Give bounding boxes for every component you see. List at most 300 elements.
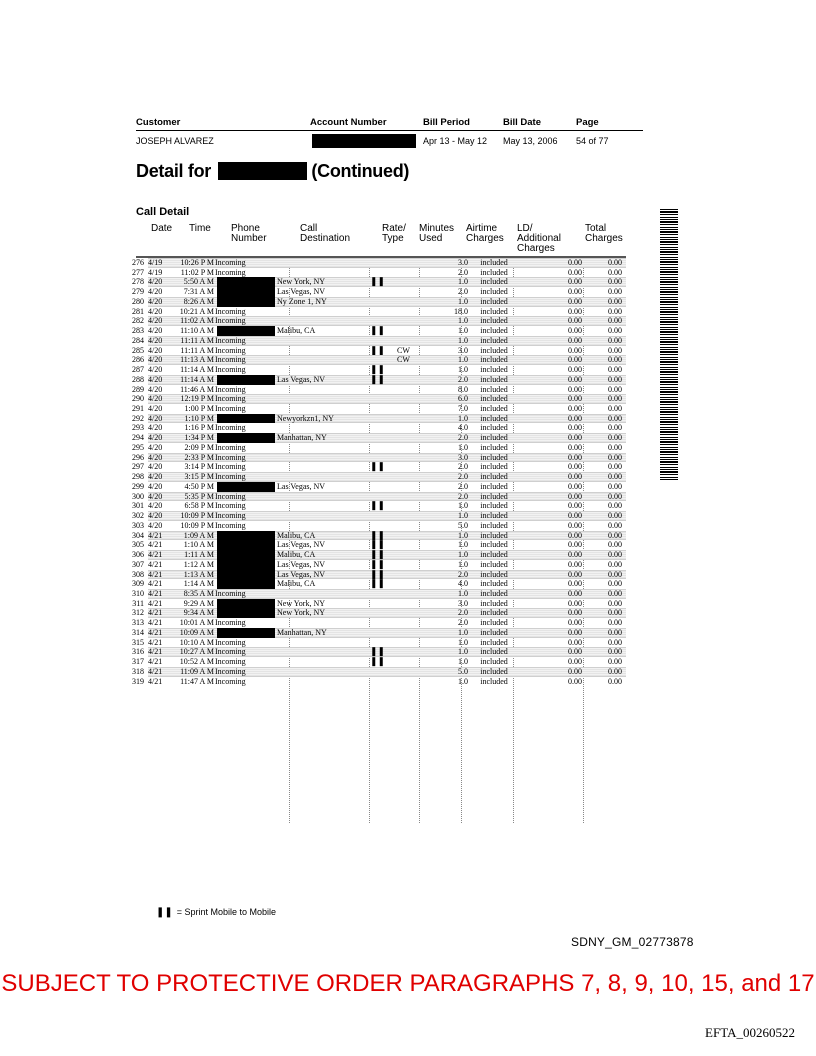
cell-minutes: 2.0 <box>458 374 468 384</box>
cell-date: 4/20 <box>148 384 163 394</box>
phone-number-redaction <box>217 297 275 307</box>
table-row <box>120 579 630 589</box>
cell-incoming: Incoming <box>215 423 246 433</box>
cell-date: 4/20 <box>148 374 163 384</box>
cell-airtime: included <box>480 277 508 287</box>
row-number: 306 <box>132 550 144 560</box>
row-number: 276 <box>132 258 144 267</box>
cell-total: 0.00 <box>608 462 622 472</box>
cell-ld-charges: 0.00 <box>568 296 582 306</box>
cell-time: 10:52 A M <box>179 657 214 667</box>
cell-ld-charges: 0.00 <box>568 394 582 404</box>
cell-destination: Las Vegas, NV <box>277 287 326 297</box>
cell-airtime: included <box>480 647 508 657</box>
legend-text: = Sprint Mobile to Mobile <box>176 907 277 917</box>
cell-time: 11:09 A M <box>180 666 214 676</box>
row-number: 307 <box>132 559 144 569</box>
cell-time: 11:11 A M <box>180 345 214 355</box>
cell-incoming: Incoming <box>215 637 246 647</box>
cell-incoming: Incoming <box>215 520 246 530</box>
cell-time: 8:26 A M <box>183 296 214 306</box>
cell-ld-charges: 0.00 <box>568 316 582 326</box>
cell-time: 1:11 A M <box>184 550 214 560</box>
sprint-mobile-to-mobile-icon: ❚❚ <box>156 907 173 918</box>
cell-date: 4/21 <box>148 540 163 550</box>
cell-total: 0.00 <box>608 374 622 384</box>
bill-period-value: Apr 13 - May 12 <box>423 136 488 146</box>
cell-total: 0.00 <box>608 423 622 433</box>
cell-minutes: 2.0 <box>458 433 468 443</box>
col-rate-1: Rate/ <box>382 223 406 234</box>
cell-date: 4/20 <box>148 491 163 501</box>
cell-total: 0.00 <box>608 618 622 628</box>
cell-date: 4/20 <box>148 296 163 306</box>
cell-incoming: Incoming <box>215 491 246 501</box>
table-row <box>120 482 630 492</box>
cell-time: 5:35 P M <box>184 491 214 501</box>
row-number: 305 <box>132 540 144 550</box>
cell-minutes: 1.0 <box>458 647 468 657</box>
cell-incoming: Incoming <box>215 355 246 365</box>
cell-ld-charges: 0.00 <box>568 657 582 667</box>
sprint-mobile-to-mobile-icon: ❚❚ <box>370 646 386 657</box>
cell-minutes: 1.0 <box>458 413 468 423</box>
row-number: 293 <box>132 423 144 433</box>
row-number: 283 <box>132 326 144 336</box>
cell-total: 0.00 <box>608 287 622 297</box>
row-number: 297 <box>132 462 144 472</box>
phone-number-redaction <box>217 628 275 638</box>
cell-total: 0.00 <box>608 666 622 676</box>
cell-destination: Malibu, CA <box>277 579 316 589</box>
table-row <box>120 618 630 628</box>
cell-airtime: included <box>480 637 508 647</box>
cell-date: 4/20 <box>148 345 163 355</box>
col-ld-2: Additional <box>517 233 561 244</box>
cell-airtime: included <box>480 258 508 267</box>
cell-date: 4/21 <box>148 569 163 579</box>
cell-date: 4/20 <box>148 326 163 336</box>
col-ld-3: Charges <box>517 243 555 254</box>
phone-number-redaction <box>217 433 275 443</box>
customer-name: JOSEPH ALVAREZ <box>136 136 214 146</box>
cell-date: 4/20 <box>148 306 163 316</box>
table-row <box>120 394 630 404</box>
cell-ld-charges: 0.00 <box>568 462 582 472</box>
bill-date-value: May 13, 2006 <box>503 136 558 146</box>
cell-airtime: included <box>480 326 508 336</box>
cell-ld-charges: 0.00 <box>568 588 582 598</box>
cell-destination: Las Vegas, NV <box>277 481 326 491</box>
cell-incoming: Incoming <box>215 384 246 394</box>
cell-total: 0.00 <box>608 511 622 521</box>
cell-airtime: included <box>480 355 508 365</box>
cell-ld-charges: 0.00 <box>568 511 582 521</box>
cell-total: 0.00 <box>608 501 622 511</box>
cell-date: 4/20 <box>148 404 163 414</box>
cell-date: 4/21 <box>148 666 163 676</box>
cell-date: 4/20 <box>148 462 163 472</box>
cell-airtime: included <box>480 413 508 423</box>
cell-date: 4/20 <box>148 335 163 345</box>
sprint-mobile-to-mobile-icon: ❚❚ <box>370 578 386 589</box>
row-number: 284 <box>132 335 144 345</box>
cell-destination: Malibu, CA <box>277 326 316 336</box>
cell-ld-charges: 0.00 <box>568 666 582 676</box>
page-value: 54 of 77 <box>576 136 609 146</box>
cell-total: 0.00 <box>608 627 622 637</box>
section-title: Call Detail <box>136 206 190 218</box>
cell-minutes: 7.0 <box>458 404 468 414</box>
cell-minutes: 1.0 <box>458 326 468 336</box>
table-row <box>120 375 630 385</box>
cell-minutes: 1.0 <box>458 316 468 326</box>
table-row <box>120 511 630 521</box>
cell-minutes: 2.0 <box>458 481 468 491</box>
row-number: 318 <box>132 666 144 676</box>
row-number: 286 <box>132 355 144 365</box>
cell-ld-charges: 0.00 <box>568 472 582 482</box>
cell-total: 0.00 <box>608 384 622 394</box>
cell-airtime: included <box>480 404 508 414</box>
cell-date: 4/21 <box>148 618 163 628</box>
sprint-mobile-to-mobile-icon: ❚❚ <box>370 373 386 384</box>
table-row <box>120 346 630 356</box>
cell-airtime: included <box>480 530 508 540</box>
row-number: 278 <box>132 277 144 287</box>
sprint-mobile-to-mobile-icon: ❚❚ <box>370 461 386 472</box>
cell-incoming: Incoming <box>215 676 246 686</box>
cell-total: 0.00 <box>608 296 622 306</box>
cell-ld-charges: 0.00 <box>568 627 582 637</box>
cell-total: 0.00 <box>608 569 622 579</box>
cell-ld-charges: 0.00 <box>568 559 582 569</box>
cell-date: 4/20 <box>148 472 163 482</box>
table-row <box>120 277 630 287</box>
cell-minutes: 3.0 <box>458 258 468 267</box>
cell-total: 0.00 <box>608 394 622 404</box>
sprint-mobile-to-mobile-icon: ❚❚ <box>370 656 386 667</box>
cell-ld-charges: 0.00 <box>568 598 582 608</box>
cell-total: 0.00 <box>608 442 622 452</box>
row-number: 279 <box>132 287 144 297</box>
cell-destination: New York, NY <box>277 277 326 287</box>
cell-airtime: included <box>480 501 508 511</box>
row-number: 314 <box>132 627 144 637</box>
cell-ld-charges: 0.00 <box>568 365 582 375</box>
col-air-1: Airtime <box>466 223 498 234</box>
cell-ld-charges: 0.00 <box>568 433 582 443</box>
cell-total: 0.00 <box>608 559 622 569</box>
cell-airtime: included <box>480 540 508 550</box>
page-label: Page <box>576 117 599 128</box>
bill-date-label: Bill Date <box>503 117 542 128</box>
row-number: 288 <box>132 374 144 384</box>
row-number: 317 <box>132 657 144 667</box>
cell-time: 11:46 A M <box>180 384 214 394</box>
cell-total: 0.00 <box>608 540 622 550</box>
row-number: 290 <box>132 394 144 404</box>
cell-incoming: Incoming <box>215 618 246 628</box>
cell-ld-charges: 0.00 <box>568 258 582 267</box>
cell-date: 4/20 <box>148 365 163 375</box>
cell-airtime: included <box>480 462 508 472</box>
cell-time: 9:34 A M <box>183 608 214 618</box>
cell-minutes: 5.0 <box>458 520 468 530</box>
table-row <box>120 677 630 687</box>
col-total-1: Total <box>585 223 607 234</box>
cell-airtime: included <box>480 627 508 637</box>
row-number: 312 <box>132 608 144 618</box>
cell-airtime: included <box>480 608 508 618</box>
cell-time: 1:10 A M <box>183 540 214 550</box>
cell-total: 0.00 <box>608 277 622 287</box>
cell-destination: Las Vegas, NV <box>277 540 326 550</box>
cell-date: 4/21 <box>148 588 163 598</box>
account-number-redaction <box>312 134 416 148</box>
col-phone-1: Phone <box>231 223 260 234</box>
cell-total: 0.00 <box>608 530 622 540</box>
cell-airtime: included <box>480 442 508 452</box>
cell-incoming: Incoming <box>215 335 246 345</box>
cell-incoming: Incoming <box>215 666 246 676</box>
table-row <box>120 667 630 677</box>
cell-incoming: Incoming <box>215 511 246 521</box>
cell-minutes: 2.0 <box>458 472 468 482</box>
cell-airtime: included <box>480 267 508 277</box>
cell-airtime: included <box>480 618 508 628</box>
phone-number-redaction <box>217 560 275 570</box>
cell-incoming: Incoming <box>215 365 246 375</box>
cell-destination: Las Vegas, NV <box>277 569 326 579</box>
cell-date: 4/21 <box>148 676 163 686</box>
cell-ld-charges: 0.00 <box>568 306 582 316</box>
table-row <box>120 657 630 667</box>
sprint-mobile-to-mobile-icon: ❚❚ <box>370 549 386 560</box>
cell-total: 0.00 <box>608 637 622 647</box>
cell-time: 10:10 A M <box>179 637 214 647</box>
cell-date: 4/21 <box>148 627 163 637</box>
cell-date: 4/21 <box>148 530 163 540</box>
cell-ld-charges: 0.00 <box>568 481 582 491</box>
cell-date: 4/20 <box>148 355 163 365</box>
cell-minutes: 3.0 <box>458 598 468 608</box>
cell-minutes: 1.0 <box>458 657 468 667</box>
cell-time: 1:00 P M <box>184 404 214 414</box>
table-row <box>120 628 630 638</box>
cell-airtime: included <box>480 394 508 404</box>
customer-label: Customer <box>136 117 181 128</box>
cell-incoming: Incoming <box>215 306 246 316</box>
cell-minutes: 1.0 <box>458 588 468 598</box>
cell-total: 0.00 <box>608 345 622 355</box>
table-row <box>120 326 630 336</box>
cell-time: 11:11 A M <box>180 335 214 345</box>
cell-minutes: 2.0 <box>458 618 468 628</box>
cell-minutes: 6.0 <box>458 394 468 404</box>
cell-destination: Las Vegas, NV <box>277 374 326 384</box>
cell-total: 0.00 <box>608 316 622 326</box>
cell-date: 4/20 <box>148 511 163 521</box>
col-total-2: Charges <box>585 233 623 244</box>
cell-minutes: 4.0 <box>458 579 468 589</box>
cell-date: 4/19 <box>148 267 163 277</box>
sprint-mobile-to-mobile-icon: ❚❚ <box>370 344 386 355</box>
cell-date: 4/21 <box>148 579 163 589</box>
row-number: 277 <box>132 267 144 277</box>
cell-airtime: included <box>480 472 508 482</box>
cell-ld-charges: 0.00 <box>568 520 582 530</box>
cell-ld-charges: 0.00 <box>568 647 582 657</box>
col-phone-2: Number <box>231 233 267 244</box>
cell-date: 4/20 <box>148 433 163 443</box>
cell-airtime: included <box>480 491 508 501</box>
table-row <box>120 287 630 297</box>
table-row <box>120 501 630 511</box>
cell-total: 0.00 <box>608 520 622 530</box>
cell-time: 10:27 A M <box>179 647 214 657</box>
cell-time: 2:09 P M <box>184 442 214 452</box>
cell-minutes: 1.0 <box>458 277 468 287</box>
cell-total: 0.00 <box>608 579 622 589</box>
cell-total: 0.00 <box>608 657 622 667</box>
phone-number-redaction <box>217 599 275 609</box>
cell-incoming: Incoming <box>215 316 246 326</box>
cell-airtime: included <box>480 365 508 375</box>
cell-total: 0.00 <box>608 588 622 598</box>
cell-time: 10:09 A M <box>179 627 214 637</box>
cell-total: 0.00 <box>608 433 622 443</box>
cell-minutes: 2.0 <box>458 287 468 297</box>
cell-total: 0.00 <box>608 608 622 618</box>
cell-time: 1:09 A M <box>183 530 214 540</box>
cell-airtime: included <box>480 384 508 394</box>
table-row <box>120 462 630 472</box>
cell-ld-charges: 0.00 <box>568 374 582 384</box>
row-number: 310 <box>132 588 144 598</box>
table-row <box>120 404 630 414</box>
table-row <box>120 258 630 268</box>
col-air-2: Charges <box>466 233 504 244</box>
cell-time: 10:21 A M <box>179 306 214 316</box>
table-row <box>120 472 630 482</box>
cell-minutes: 3.0 <box>458 452 468 462</box>
phone-number-redaction <box>217 550 275 560</box>
cell-minutes: 2.0 <box>458 462 468 472</box>
cell-ld-charges: 0.00 <box>568 423 582 433</box>
cell-airtime: included <box>480 306 508 316</box>
cell-time: 3:14 P M <box>184 462 214 472</box>
cell-date: 4/21 <box>148 647 163 657</box>
phone-number-redaction <box>217 482 275 492</box>
cell-destination: Manhattan, NY <box>277 433 327 443</box>
cell-minutes: 18.0 <box>454 306 468 316</box>
sprint-mobile-to-mobile-icon: ❚❚ <box>370 568 386 579</box>
barcode <box>660 209 678 481</box>
cell-ld-charges: 0.00 <box>568 442 582 452</box>
cell-date: 4/21 <box>148 657 163 667</box>
cell-minutes: 1.0 <box>458 442 468 452</box>
cell-airtime: included <box>480 569 508 579</box>
col-min-2: Used <box>419 233 443 244</box>
cell-minutes: 1.0 <box>458 501 468 511</box>
cell-total: 0.00 <box>608 647 622 657</box>
cell-ld-charges: 0.00 <box>568 530 582 540</box>
cell-ld-charges: 0.00 <box>568 335 582 345</box>
cell-ld-charges: 0.00 <box>568 267 582 277</box>
cell-total: 0.00 <box>608 550 622 560</box>
cell-total: 0.00 <box>608 598 622 608</box>
phone-number-redaction <box>217 579 275 589</box>
sprint-mobile-to-mobile-icon: ❚❚ <box>370 325 386 336</box>
phone-number-redaction <box>217 277 275 287</box>
row-number: 287 <box>132 365 144 375</box>
column-headers <box>120 224 630 258</box>
table-row <box>120 589 630 599</box>
row-number: 292 <box>132 413 144 423</box>
col-dest-2: Destination <box>300 233 351 244</box>
cell-time: 1:16 P M <box>184 423 214 433</box>
row-number: 300 <box>132 491 144 501</box>
sprint-mobile-to-mobile-icon: ❚❚ <box>370 364 386 375</box>
cell-ld-charges: 0.00 <box>568 569 582 579</box>
cell-airtime: included <box>480 481 508 491</box>
cell-incoming: Incoming <box>215 657 246 667</box>
cell-airtime: included <box>480 296 508 306</box>
cell-airtime: included <box>480 345 508 355</box>
cell-time: 11:14 A M <box>180 365 214 375</box>
cell-minutes: 1.0 <box>458 540 468 550</box>
phone-number-redaction <box>217 540 275 550</box>
row-number: 282 <box>132 316 144 326</box>
row-number: 304 <box>132 530 144 540</box>
bates-number: SDNY_GM_02773878 <box>571 935 694 949</box>
cell-destination: Las Vegas, NV <box>277 559 326 569</box>
row-number: 316 <box>132 647 144 657</box>
cell-total: 0.00 <box>608 404 622 414</box>
cell-airtime: included <box>480 452 508 462</box>
cell-airtime: included <box>480 433 508 443</box>
cell-airtime: included <box>480 511 508 521</box>
cell-incoming: Incoming <box>215 647 246 657</box>
cell-minutes: 1.0 <box>458 530 468 540</box>
cell-minutes: 2.0 <box>458 267 468 277</box>
cell-date: 4/20 <box>148 520 163 530</box>
cell-destination: Malibu, CA <box>277 530 316 540</box>
cell-total: 0.00 <box>608 491 622 501</box>
cell-time: 7:31 A M <box>183 287 214 297</box>
cell-airtime: included <box>480 520 508 530</box>
cell-minutes: 2.0 <box>458 491 468 501</box>
cell-ld-charges: 0.00 <box>568 404 582 414</box>
account-number-label: Account Number <box>310 117 387 128</box>
cell-ld-charges: 0.00 <box>568 550 582 560</box>
cell-ld-charges: 0.00 <box>568 345 582 355</box>
cell-date: 4/20 <box>148 316 163 326</box>
cell-total: 0.00 <box>608 355 622 365</box>
cell-ld-charges: 0.00 <box>568 608 582 618</box>
cell-date: 4/20 <box>148 442 163 452</box>
efta-number: EFTA_00260522 <box>705 1025 795 1040</box>
cell-date: 4/20 <box>148 452 163 462</box>
row-number: 309 <box>132 579 144 589</box>
cell-total: 0.00 <box>608 267 622 277</box>
cell-time: 3:15 P M <box>184 472 214 482</box>
cell-time: 10:09 P M <box>180 511 214 521</box>
cell-date: 4/21 <box>148 559 163 569</box>
row-number: 285 <box>132 345 144 355</box>
cell-time: 2:33 P M <box>184 452 214 462</box>
